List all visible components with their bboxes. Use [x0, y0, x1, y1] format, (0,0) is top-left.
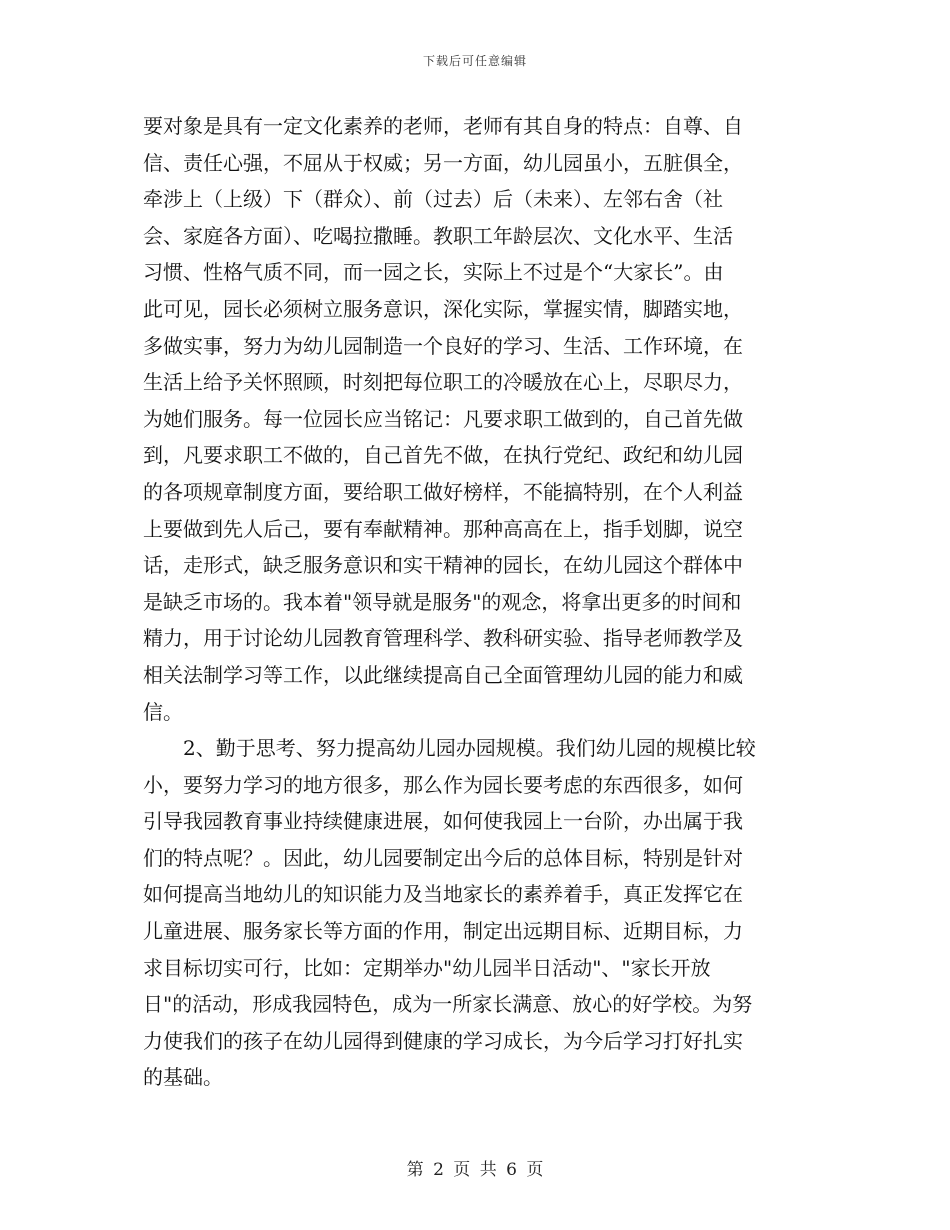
body-line: 上要做到先人后己，要有奉献精神。那种高高在上，指手划脚，说空: [143, 516, 743, 541]
body-line: 为她们服务。每一位园长应当铭记：凡要求职工做到的，自己首先做: [143, 406, 743, 431]
page-header-note: 下载后可任意编辑: [422, 54, 527, 68]
body-line: 小，要努力学习的地方很多，那么作为园长要考虑的东西很多，如何: [143, 772, 743, 797]
body-line: 话，走形式，缺乏服务意识和实干精神的园长，在幼儿园这个群体中: [143, 553, 743, 578]
body-line: 们的特点呢？。因此，幼儿园要制定出今后的总体目标，特别是针对: [143, 845, 743, 870]
body-line: 如何提高当地幼儿的知识能力及当地家长的素养着手，真正发挥它在: [143, 882, 743, 907]
body-line: 习惯、性格气质不同，而一园之长，实际上不过是个“大家长”。由: [143, 260, 724, 285]
body-line: 精力，用于讨论幼儿园教育管理科学、教科研实验、指导老师教学及: [143, 626, 743, 651]
body-line: 是缺乏市场的。我本着"领导就是服务"的观念，将拿出更多的时间和: [143, 589, 742, 614]
body-line: 到，凡要求职工不做的，自己首先不做，在执行党纪、政纪和幼儿园: [143, 443, 743, 468]
body-line: 引导我园教育事业持续健康进展，如何使我园上一台阶，办出属于我: [143, 809, 743, 834]
body-line: 力使我们的孩子在幼儿园得到健康的学习成长，为今后学习打好扎实: [143, 1028, 743, 1053]
body-line: 求目标切实可行，比如：定期举办"幼儿园半日活动"、"家长开放: [143, 955, 711, 980]
page-number: 第 2 页 共 6 页: [406, 1160, 544, 1180]
body-line: 多做实事，努力为幼儿园制造一个良好的学习、生活、工作环境，在: [143, 333, 743, 358]
document-body: [143, 108, 815, 1096]
body-line: 的基础。: [143, 1065, 223, 1090]
body-line: 要对象是具有一定文化素养的老师，老师有其自身的特点：自尊、自: [143, 114, 743, 138]
body-line: 会、家庭各方面）、吃喝拉撒睡。教职工年龄层次、文化水平、生活: [143, 223, 733, 248]
body-line: 的各项规章制度方面，要给职工做好榜样，不能搞特别，在个人利益: [143, 479, 743, 504]
body-line: 此可见，园长必须树立服务意识，深化实际，掌握实情，脚踏实地，: [143, 296, 743, 321]
body-line: 生活上给予关怀照顾，时刻把每位职工的冷暖放在心上，尽职尽力，: [143, 370, 743, 395]
body-line: 儿童进展、服务家长等方面的作用，制定出远期目标、近期目标，力: [143, 919, 743, 944]
body-line: 2、勤于思考、努力提高幼儿园办园规模。我们幼儿园的规模比较: [143, 736, 756, 761]
body-line: 相关法制学习等工作，以此继续提高自己全面管理幼儿园的能力和威: [143, 662, 743, 687]
body-line: 日"的活动，形成我园特色，成为一所家长满意、放心的好学校。为努: [143, 992, 753, 1017]
body-line: 牵涉上（上级）下（群众）、前（过去）后（未来）、左邻右舍（社: [143, 187, 723, 212]
body-line: 信、责任心强，不屈从于权威；另一方面，幼儿园虽小，五脏俱全，: [143, 150, 743, 175]
body-line: 信。: [143, 699, 183, 724]
